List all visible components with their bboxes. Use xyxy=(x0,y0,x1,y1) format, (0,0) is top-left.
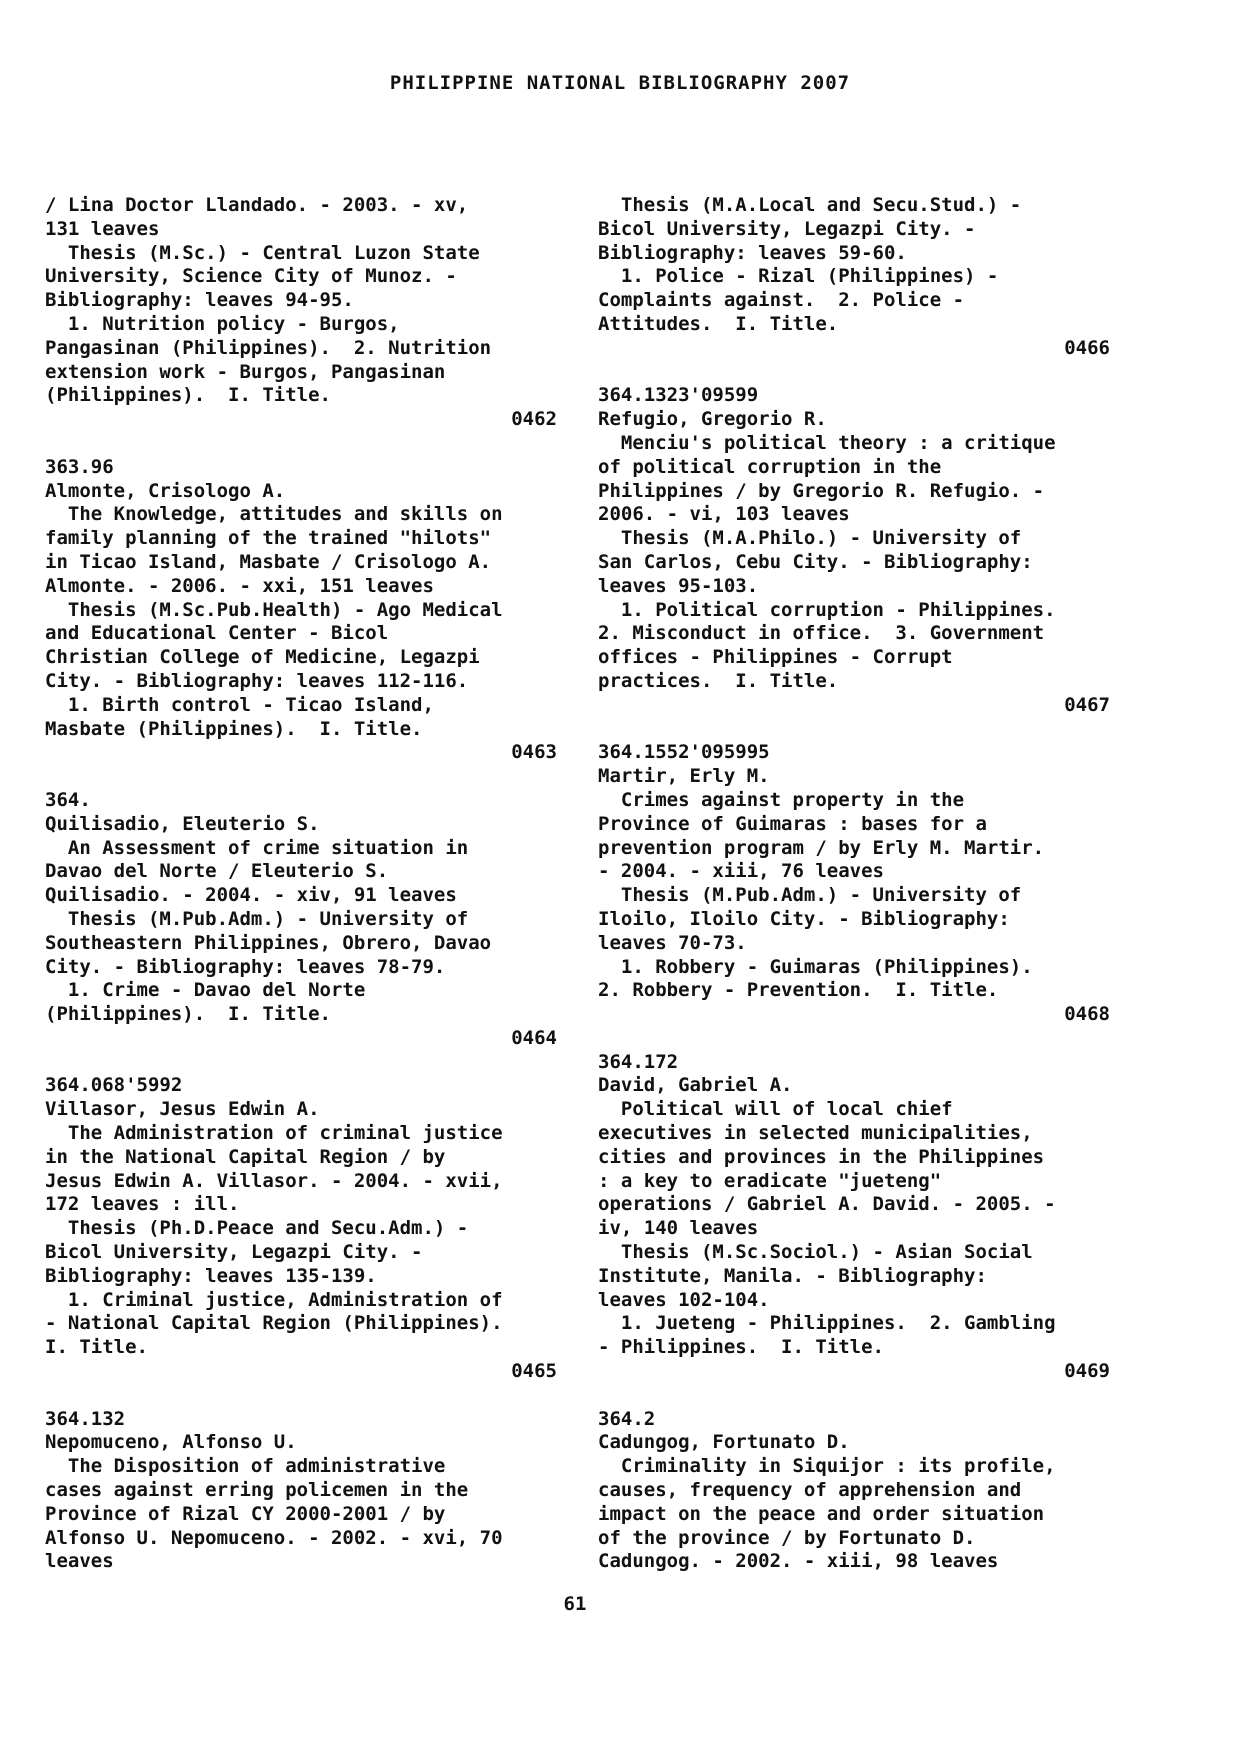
entry-line: Bicol University, Legazpi City. - xyxy=(598,217,976,240)
bibliography-entry xyxy=(45,1074,557,1383)
entry-line: 364.1323'09599 xyxy=(598,384,759,407)
entry-line: Thesis (M.Pub.Adm.) - University of xyxy=(598,884,1022,907)
entry-line: Bibliography: leaves 135-139. xyxy=(45,1264,377,1287)
entry-line: Thesis (Ph.D.Peace and Secu.Adm.) - xyxy=(45,1217,469,1240)
entry-line: 1. Political corruption - Philippines. xyxy=(598,598,1056,621)
entry-line: Iloilo, Iloilo City. - Bibliography: xyxy=(598,907,1010,930)
entry-number: 0465 xyxy=(511,1360,557,1383)
entry-line: in Ticao Island, Masbate / Crisologo A. xyxy=(45,550,492,573)
entry-line: Complaints against. 2. Police - xyxy=(598,289,965,312)
entry-line: Alfonso U. Nepomuceno. - 2002. - xvi, 70 xyxy=(45,1526,503,1549)
entry-number: 0468 xyxy=(1064,1003,1110,1026)
entry-line: Thesis (M.Sc.) - Central Luzon State xyxy=(45,241,480,264)
bibliography-entry xyxy=(598,194,1110,361)
entry-line: 1. Police - Rizal (Philippines) - xyxy=(598,265,999,288)
entry-line: 1. Criminal justice, Administration of xyxy=(45,1288,503,1311)
entry-line: - National Capital Region (Philippines). xyxy=(45,1312,503,1335)
entry-line: Crimes against property in the xyxy=(598,788,965,811)
entry-line: Quilisadio. - 2004. - xiv, 91 leaves xyxy=(45,884,457,907)
entry-line: - 2004. - xiii, 76 leaves xyxy=(598,860,884,883)
entry-line: operations / Gabriel A. David. - 2005. - xyxy=(598,1193,1056,1216)
entry-line: The Administration of criminal justice xyxy=(45,1122,503,1145)
entry-line: Province of Guimaras : bases for a xyxy=(598,812,987,835)
entry-line: Thesis (M.Pub.Adm.) - University of xyxy=(45,907,469,930)
entry-line: 364.132 xyxy=(45,1407,126,1430)
entry-line: Martir, Erly M. xyxy=(598,765,770,788)
entry-line: 364.1552'095995 xyxy=(598,741,770,764)
entry-line: David, Gabriel A. xyxy=(598,1074,793,1097)
entry-line: leaves 70-73. xyxy=(598,931,747,954)
entry-line: Bicol University, Legazpi City. - xyxy=(45,1241,423,1264)
entry-line: Almonte, Crisologo A. xyxy=(45,479,286,502)
entry-line: Menciu's political theory : a critique xyxy=(598,431,1056,454)
entry-separator xyxy=(45,1384,557,1408)
entry-line: 364.172 xyxy=(598,1050,679,1073)
entry-line: Cadungog, Fortunato D. xyxy=(598,1431,850,1454)
entry-line: 1. Nutrition policy - Burgos, xyxy=(45,312,400,335)
bibliography-entry xyxy=(45,456,557,765)
entry-line: Bibliography: leaves 94-95. xyxy=(45,289,354,312)
entry-line: (Philippines). I. Title. xyxy=(45,1003,331,1026)
entry-line: impact on the peace and order situation xyxy=(598,1502,1045,1525)
entry-line: 364. xyxy=(45,788,91,811)
page-header-title: PHILIPPINE NATIONAL BIBLIOGRAPHY 2007 xyxy=(389,72,851,94)
entry-line: Nepomuceno, Alfonso U. xyxy=(45,1431,297,1454)
entry-line: Davao del Norte / Eleuterio S. xyxy=(45,860,389,883)
entry-number: 0464 xyxy=(511,1026,557,1049)
bibliography-entry xyxy=(45,1408,557,1575)
entry-line: of political corruption in the xyxy=(598,455,942,478)
entry-line: 172 leaves : ill. xyxy=(45,1193,240,1216)
entry-separator xyxy=(598,1384,1110,1408)
entry-line: Refugio, Gregorio R. xyxy=(598,408,827,431)
entry-line: causes, frequency of apprehension and xyxy=(598,1479,1022,1502)
entry-line: cases against erring policemen in the xyxy=(45,1479,469,1502)
entry-separator xyxy=(598,361,1110,385)
entry-line: Pangasinan (Philippines). 2. Nutrition xyxy=(45,336,492,359)
entry-line: of the province / by Fortunato D. xyxy=(598,1526,976,1549)
entry-line: San Carlos, Cebu City. - Bibliography: xyxy=(598,550,1033,573)
entry-line: / Lina Doctor Llandado. - 2003. - xv, xyxy=(45,194,469,216)
entry-line: 363.96 xyxy=(45,455,114,478)
entry-line: and Educational Center - Bicol xyxy=(45,622,389,645)
entry-line: executives in selected municipalities, xyxy=(598,1122,1033,1145)
entry-line: prevention program / by Erly M. Martir. xyxy=(598,836,1045,859)
entry-line: 2. Robbery - Prevention. I. Title. xyxy=(598,979,999,1002)
entry-line: Masbate (Philippines). I. Title. xyxy=(45,717,423,740)
entry-line: Christian College of Medicine, Legazpi xyxy=(45,646,480,669)
entry-line: 1. Jueteng - Philippines. 2. Gambling xyxy=(598,1312,1056,1335)
entry-line: Thesis (M.A.Local and Secu.Stud.) - xyxy=(598,194,1022,216)
right-column xyxy=(598,194,1110,1574)
entry-line: I. Title. xyxy=(45,1336,148,1359)
entry-line: The Disposition of administrative xyxy=(45,1455,446,1478)
entry-line: family planning of the trained "hilots" xyxy=(45,527,492,550)
entry-line: City. - Bibliography: leaves 78-79. xyxy=(45,955,446,978)
entry-line: Thesis (M.Sc.Sociol.) - Asian Social xyxy=(598,1241,1033,1264)
entry-line: Cadungog. - 2002. - xiii, 98 leaves xyxy=(598,1550,999,1573)
entry-line: (Philippines). I. Title. xyxy=(45,384,331,407)
entry-line: Attitudes. I. Title. xyxy=(598,312,839,335)
entry-line: The Knowledge, attitudes and skills on xyxy=(45,503,503,526)
entry-line: in the National Capital Region / by xyxy=(45,1145,446,1168)
entry-line: Quilisadio, Eleuterio S. xyxy=(45,812,320,835)
entry-separator xyxy=(45,1051,557,1075)
entry-line: : a key to eradicate "jueteng" xyxy=(598,1169,942,1192)
bibliography-entry xyxy=(598,384,1110,717)
entry-line: Thesis (M.Sc.Pub.Health) - Ago Medical xyxy=(45,598,503,621)
entry-line: practices. I. Title. xyxy=(598,669,839,692)
entry-line: University, Science City of Munoz. - xyxy=(45,265,457,288)
entry-line: 131 leaves xyxy=(45,217,160,240)
entry-separator xyxy=(598,718,1110,742)
entry-line: An Assessment of crime situation in xyxy=(45,836,469,859)
entry-line: leaves 102-104. xyxy=(598,1288,770,1311)
bibliography-entry xyxy=(598,1408,1110,1575)
entry-line: Southeastern Philippines, Obrero, Davao xyxy=(45,931,492,954)
bibliography-entry xyxy=(45,194,557,432)
entry-number: 0469 xyxy=(1064,1360,1110,1383)
entry-line: leaves 95-103. xyxy=(598,574,759,597)
page-number: 61 xyxy=(563,1593,587,1615)
entry-line: offices - Philippines - Corrupt xyxy=(598,646,953,669)
entry-number: 0462 xyxy=(511,408,557,431)
bibliography-entry xyxy=(598,741,1110,1027)
entry-number: 0463 xyxy=(511,741,557,764)
entry-line: extension work - Burgos, Pangasinan xyxy=(45,360,446,383)
entry-line: Province of Rizal CY 2000-2001 / by xyxy=(45,1502,446,1525)
left-column xyxy=(45,194,557,1574)
entry-line: cities and provinces in the Philippines xyxy=(598,1145,1045,1168)
entry-line: leaves xyxy=(45,1550,114,1573)
entry-line: Criminality in Siquijor : its profile, xyxy=(598,1455,1056,1478)
entry-line: Bibliography: leaves 59-60. xyxy=(598,241,907,264)
entry-line: 1. Birth control - Ticao Island, xyxy=(45,693,434,716)
entry-line: Institute, Manila. - Bibliography: xyxy=(598,1264,987,1287)
entry-line: - Philippines. I. Title. xyxy=(598,1336,884,1359)
entry-line: Villasor, Jesus Edwin A. xyxy=(45,1098,320,1121)
entry-line: Almonte. - 2006. - xxi, 151 leaves xyxy=(45,574,434,597)
entry-line: Jesus Edwin A. Villasor. - 2004. - xvii, xyxy=(45,1169,503,1192)
entry-line: 364.068'5992 xyxy=(45,1074,183,1097)
entry-line: 2. Misconduct in office. 3. Government xyxy=(598,622,1045,645)
entry-line: 2006. - vi, 103 leaves xyxy=(598,503,850,526)
entry-line: 1. Crime - Davao del Norte xyxy=(45,979,366,1002)
bibliography-entry xyxy=(45,789,557,1051)
entry-line: Philippines / by Gregorio R. Refugio. - xyxy=(598,479,1045,502)
bibliography-entry xyxy=(598,1051,1110,1384)
entry-line: iv, 140 leaves xyxy=(598,1217,759,1240)
entry-line: 1. Robbery - Guimaras (Philippines). xyxy=(598,955,1033,978)
entry-line: Political will of local chief xyxy=(598,1098,953,1121)
entry-line: City. - Bibliography: leaves 112-116. xyxy=(45,669,469,692)
entry-separator xyxy=(45,765,557,789)
entry-separator xyxy=(45,432,557,456)
entry-number: 0467 xyxy=(1064,693,1110,716)
entry-line: 364.2 xyxy=(598,1407,656,1430)
entry-number: 0466 xyxy=(1064,336,1110,359)
entry-separator xyxy=(598,1027,1110,1051)
entry-line: Thesis (M.A.Philo.) - University of xyxy=(598,527,1022,550)
